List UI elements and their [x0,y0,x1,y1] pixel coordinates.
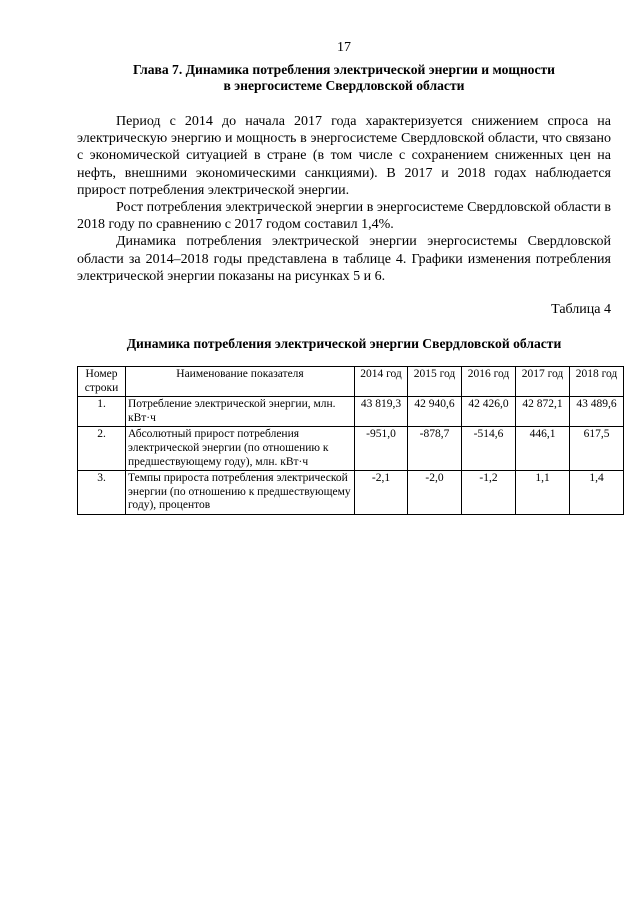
paragraph-1: Период с 2014 до начала 2017 года характеризуется снижением спроса на электрическую энергию и мощность в энергосистеме Свердловской области, что связано с экономической ситуацией в стране (в том числе с сохранением сниженных цен на нефть, внешними экономическими санкциями). В 2017 и 2018 годах наблюдается прирост потребления электрической энергии. [77,114,611,198]
value-cell: 1,1 [516,471,570,515]
value-cell: -951,0 [355,427,408,471]
chapter-title-line-2: в энергосистеме Свердловской области [223,78,465,93]
chapter-title [77,62,611,94]
table-header-row [78,367,624,397]
body-text [77,113,611,285]
consumption-table [77,366,624,515]
table-label: Таблица 4 [551,302,611,318]
indicator-name: Абсолютный прирост потребления электрической энергии (по отношению к предшествующему году), млн. кВт·ч [126,427,355,471]
table-row [78,397,624,427]
value-cell: 446,1 [516,427,570,471]
value-cell: 1,4 [570,471,624,515]
value-cell: -1,2 [462,471,516,515]
paragraph-2: Рост потребления электрической энергии в энергосистеме Свердловской области в 2018 году по сравнению с 2017 годом составил 1,4%. [77,200,611,233]
row-number: 1. [78,397,126,427]
value-cell: -514,6 [462,427,516,471]
value-cell: 617,5 [570,427,624,471]
header-year-2016: 2016 год [462,367,516,397]
header-indicator: Наименование показателя [126,367,355,397]
header-year-2015: 2015 год [408,367,462,397]
value-cell: -878,7 [408,427,462,471]
value-cell: 43 489,6 [570,397,624,427]
paragraph-3: Динамика потребления электрической энергии энергосистемы Свердловской области за 2014–2018 годы представлена в таблице 4. Графики изменения потребления электрической энергии показаны на рисунках 5 и 6. [77,234,611,284]
value-cell: 42 872,1 [516,397,570,427]
page-number: 17 [337,40,351,55]
value-cell: -2,1 [355,471,408,515]
chapter-title-line-1: Глава 7. Динамика потребления электрической энергии и мощности [132,62,556,77]
header-year-2018: 2018 год [570,367,624,397]
table-row [78,471,624,515]
header-row-number: Номер строки [78,367,126,397]
value-cell: -2,0 [408,471,462,515]
table-row [78,427,624,471]
indicator-name: Потребление электрической энергии, млн. кВт·ч [126,397,355,427]
table-title: Динамика потребления электрической энергии Свердловской области [126,336,562,352]
value-cell: 42 940,6 [408,397,462,427]
header-year-2017: 2017 год [516,367,570,397]
value-cell: 43 819,3 [355,397,408,427]
row-number: 2. [78,427,126,471]
indicator-name: Темпы прироста потребления электрической энергии (по отношению к предшествующему году), процентов [126,471,355,515]
row-number: 3. [78,471,126,515]
value-cell: 42 426,0 [462,397,516,427]
header-year-2014: 2014 год [355,367,408,397]
